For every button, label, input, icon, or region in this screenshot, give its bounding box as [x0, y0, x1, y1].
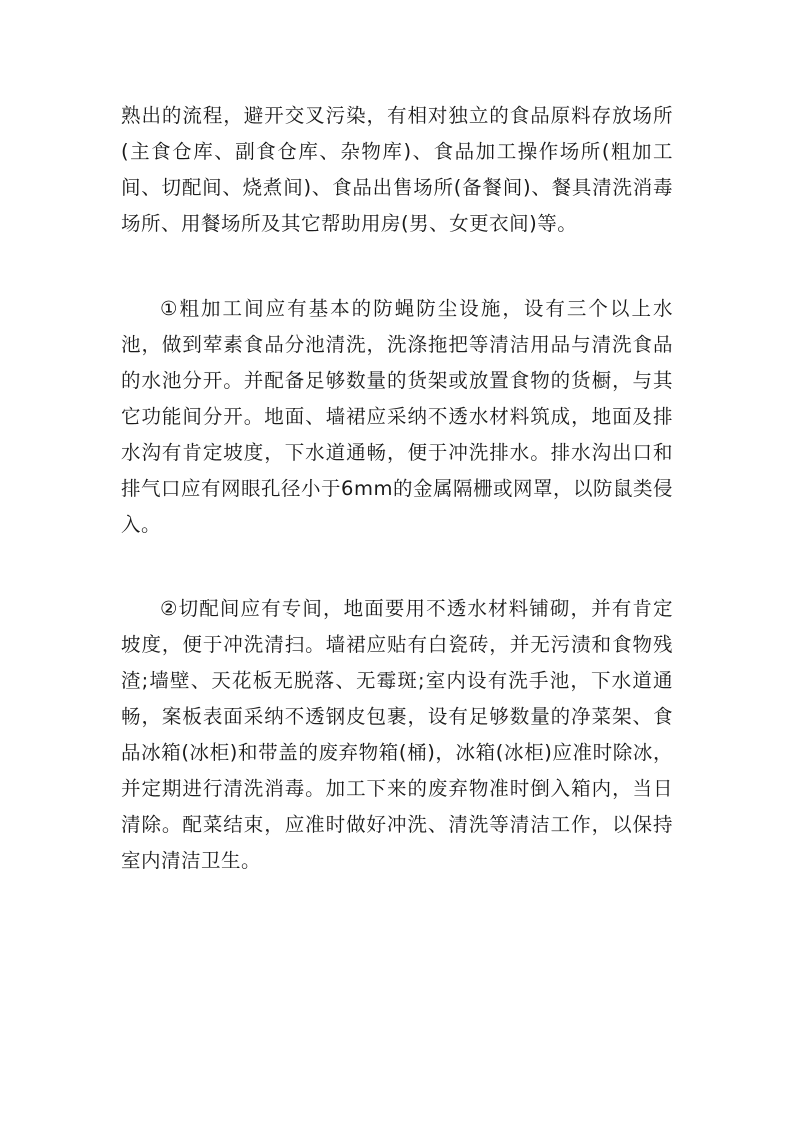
- paragraph-rough-processing-room: ①粗加工间应有基本的防蝇防尘设施，设有三个以上水池，做到荤素食品分池清洗，洗涤拖把等清洁用品与清洗食品的水池分开。并配备足够数量的货架或放置食物的货橱，与其它功能间分开。地面、墙裙应采纳不透水材料筑成，地面及排水沟有肯定坡度，下水道通畅，便于冲洗排水。排水沟出口和排气口应有网眼孔径小于6mm的金属隔栅或网罩，以防鼠类侵入。: [121, 297, 673, 536]
- paragraph-continuation: 熟出的流程，避开交叉污染，有相对独立的食品原料存放场所(主食仓库、副食仓库、杂物库)、食品加工操作场所(粗加工间、切配间、烧煮间)、食品出售场所(备餐间)、餐具清洗消毒场所、用餐场所及其它帮助用房(男、女更衣间)等。: [121, 104, 673, 235]
- paragraph-cutting-room: ②切配间应有专间，地面要用不透水材料铺砌，并有肯定坡度，便于冲洗清扫。墙裙应贴有白瓷砖，并无污渍和食物残渣;墙壁、天花板无脱落、无霉斑;室内设有洗手池，下水道通畅，案板表面采纳不透钢皮包裹，设有足够数量的净菜架、食品冰箱(冰柜)和带盖的废弃物箱(桶)，冰箱(冰柜)应准时除冰，并定期进行清洗消毒。加工下来的废弃物准时倒入箱内，当日清除。配菜结束，应准时做好冲洗、清洗等清洁工作，以保持室内清洁卫生。: [121, 597, 673, 872]
- document-body: [121, 98, 673, 879]
